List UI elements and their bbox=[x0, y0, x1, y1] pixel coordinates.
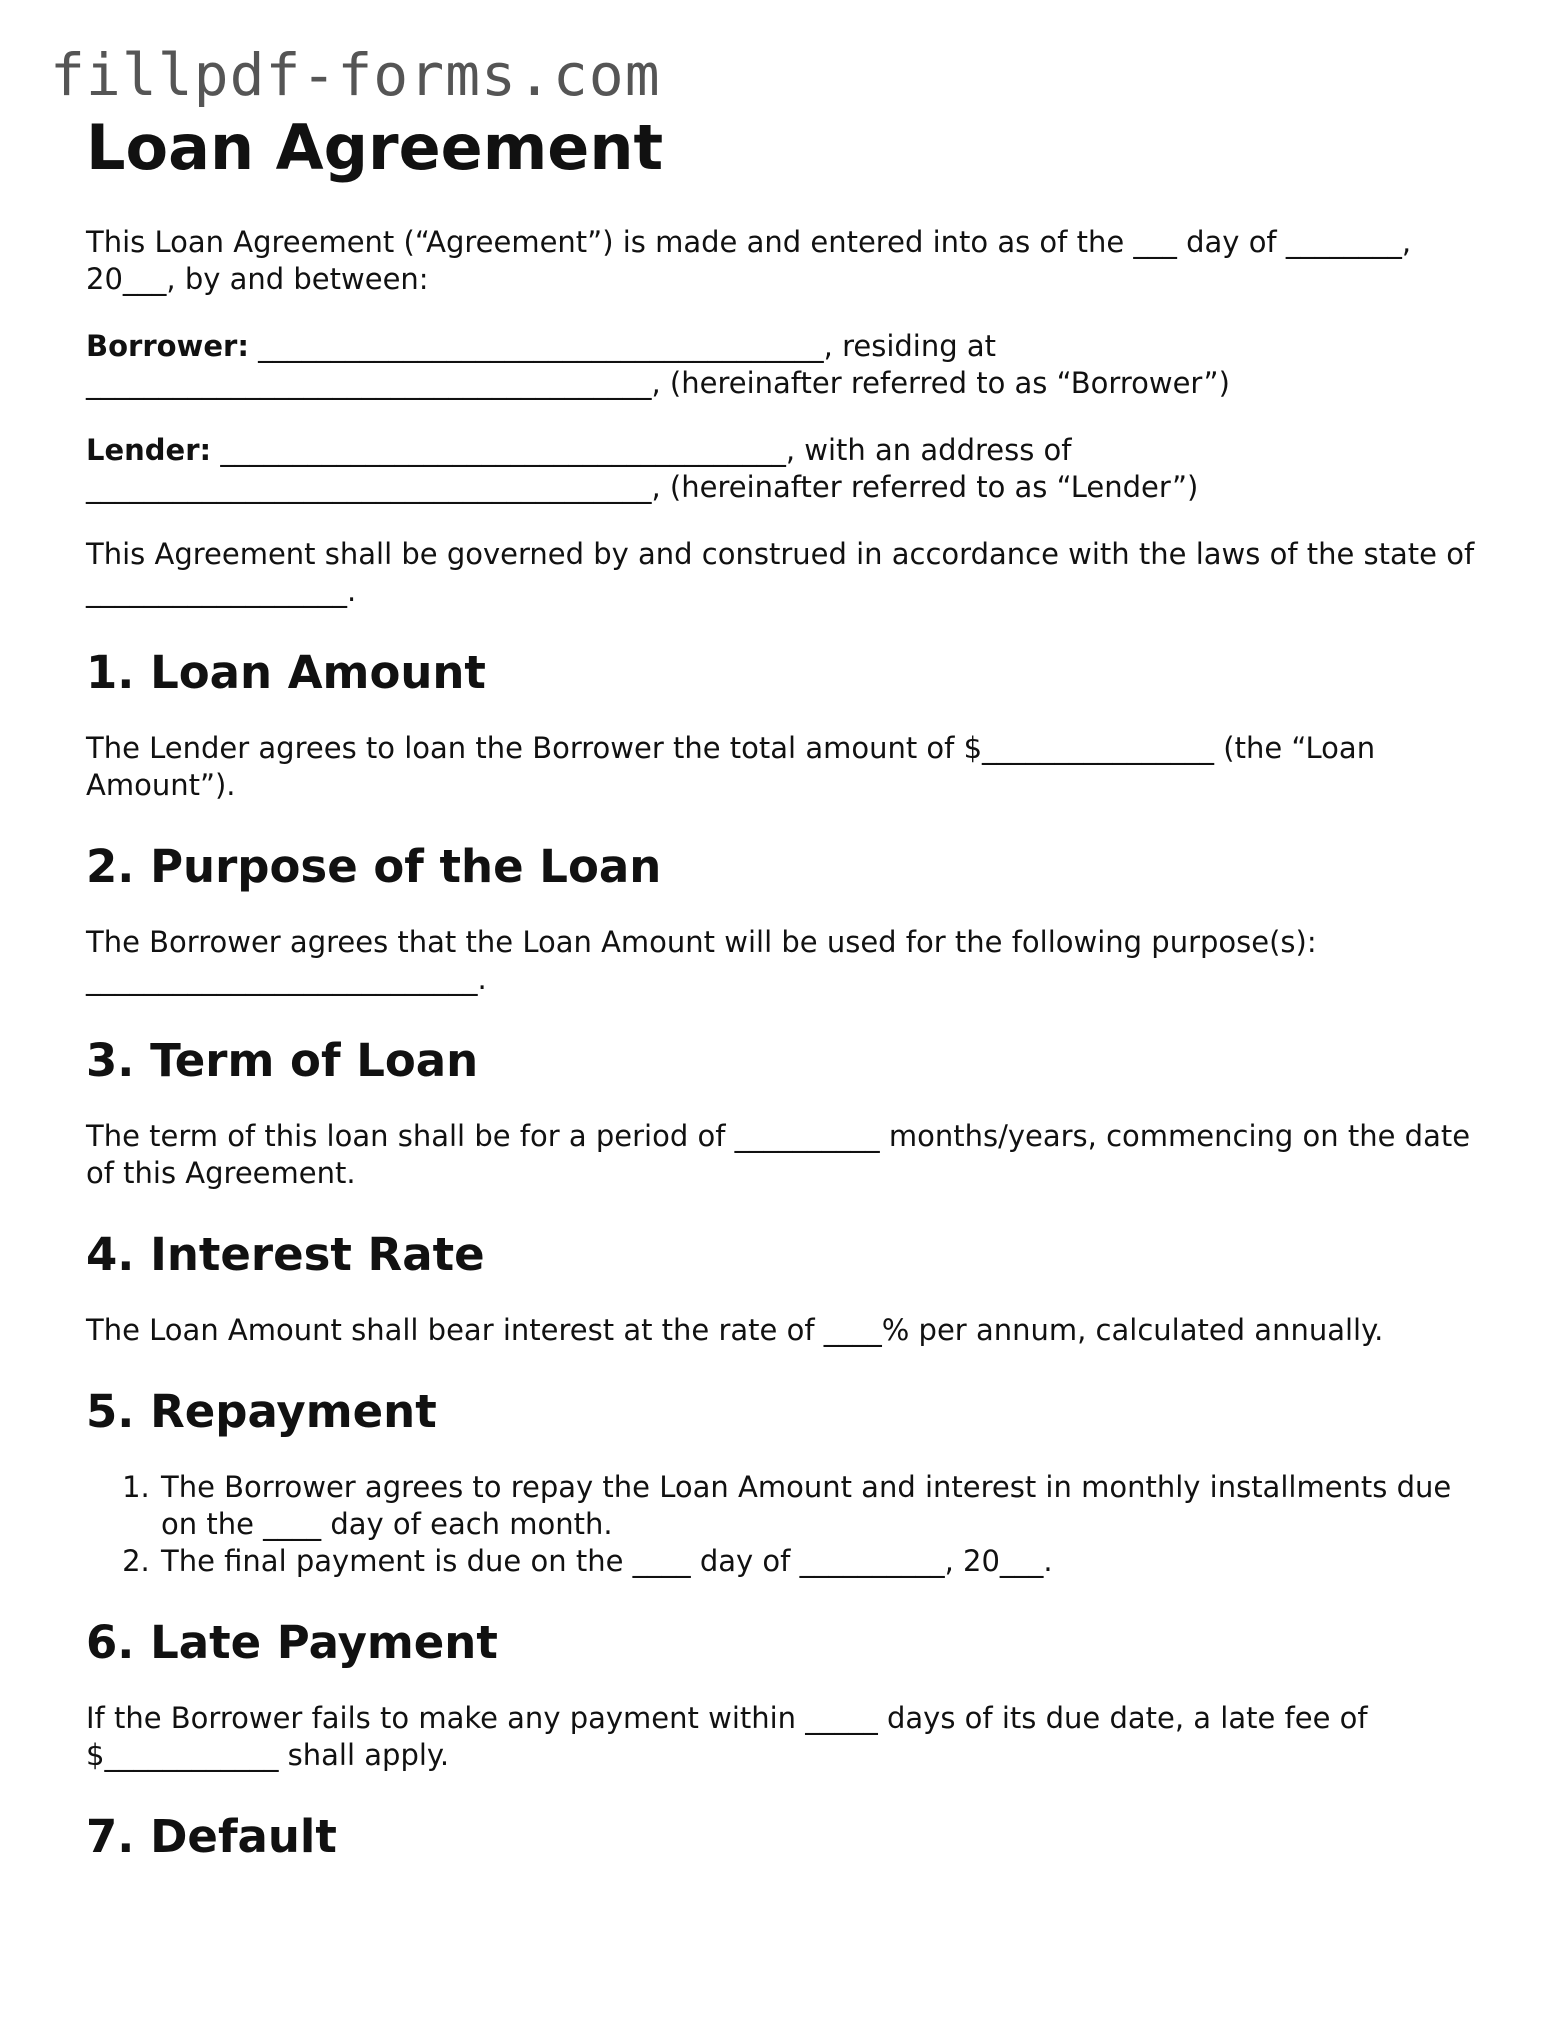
lender-text: _______________________________________, with an address of _______________________________________, (hereinafter referred to as “Lender”) bbox=[86, 433, 1199, 504]
intro-paragraph: This Loan Agreement (“Agreement”) is made and entered into as of the ___ day of ________, 20___, by and between: bbox=[86, 225, 1412, 296]
borrower-text: _______________________________________, residing at _______________________________________, (hereinafter referred to as “Borrower”) bbox=[86, 329, 1230, 400]
watermark-logo: fillpdf-forms.com bbox=[50, 41, 661, 109]
list-item: 2. The final payment is due on the ____ day of __________, 20___. bbox=[159, 1543, 1476, 1580]
section-body-loan-amount: The Lender agrees to loan the Borrower the total amount of $________________ (the “Loan Amount”). bbox=[86, 731, 1376, 802]
section-body-interest: The Loan Amount shall bear interest at the rate of ____% per annum, calculated annually. bbox=[86, 1313, 1384, 1347]
repayment-list bbox=[86, 1469, 1476, 1580]
section-body-late-payment: If the Borrower fails to make any payment within _____ days of its due date, a late fee of $____________ shall apply. bbox=[86, 1701, 1368, 1772]
section-heading-interest: 4. Interest Rate bbox=[86, 1228, 485, 1281]
section-heading-repayment: 5. Repayment bbox=[86, 1385, 437, 1438]
section-body-term: The term of this loan shall be for a period of __________ months/years, commencing on the date of this Agreement. bbox=[86, 1119, 1471, 1190]
borrower-paragraph bbox=[86, 328, 1476, 402]
list-item: 1. The Borrower agrees to repay the Loan Amount and interest in monthly installments due on the ____ day of each month. bbox=[159, 1469, 1476, 1543]
section-heading-late-payment: 6. Late Payment bbox=[86, 1616, 498, 1669]
section-heading-term: 3. Term of Loan bbox=[86, 1034, 479, 1087]
section-heading-loan-amount: 1. Loan Amount bbox=[86, 646, 486, 699]
section-heading-purpose: 2. Purpose of the Loan bbox=[86, 840, 662, 893]
lender-paragraph bbox=[86, 432, 1476, 506]
borrower-label: Borrower: bbox=[86, 329, 249, 363]
document-title: Loan Agreement bbox=[86, 111, 664, 184]
loan-agreement-document bbox=[86, 112, 1476, 1864]
section-heading-default: 7. Default bbox=[86, 1810, 337, 1863]
section-body-purpose: The Borrower agrees that the Loan Amount will be used for the following purpose(s): ___________________________. bbox=[86, 925, 1317, 996]
governing-law-paragraph: This Agreement shall be governed by and construed in accordance with the laws of the state of __________________. bbox=[86, 537, 1475, 608]
lender-label: Lender: bbox=[86, 433, 212, 467]
